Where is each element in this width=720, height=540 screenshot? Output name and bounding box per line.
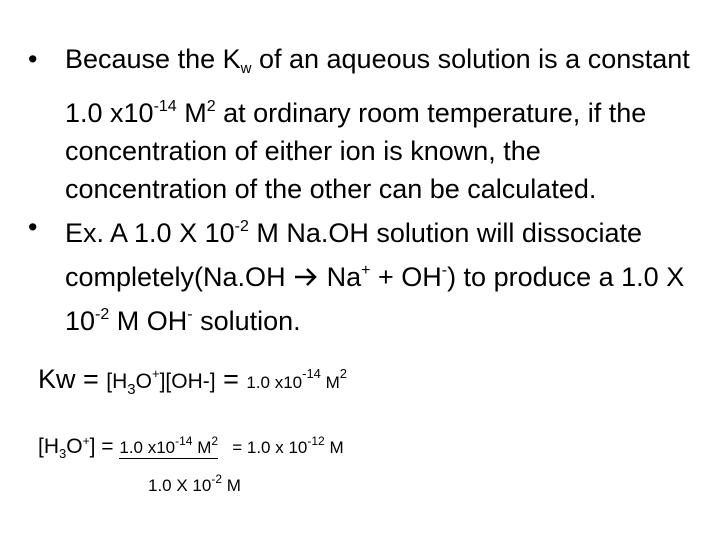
h3o-open: [H bbox=[38, 435, 59, 458]
bullet-example bbox=[28, 208, 698, 340]
superscript: - bbox=[441, 262, 448, 279]
bullet-text: Because the K bbox=[65, 44, 241, 74]
fraction-numerator bbox=[119, 434, 219, 459]
superscript: - bbox=[187, 306, 193, 323]
bullet-text: M Na.OH solution will dissociate completely(Na.OH bbox=[65, 218, 642, 292]
h3o-close: ][OH-] bbox=[159, 370, 216, 393]
kw-unit: M bbox=[320, 373, 340, 392]
superscript: -12 bbox=[307, 434, 325, 448]
h3o-calculation bbox=[38, 434, 344, 461]
superscript: + bbox=[361, 262, 371, 279]
superscript: -14 bbox=[175, 434, 193, 448]
bullet-dot: • bbox=[28, 44, 38, 74]
superscript: -14 bbox=[153, 98, 177, 115]
h3o-open: [H bbox=[106, 370, 128, 393]
bullet-list bbox=[28, 40, 698, 340]
denominator-unit: M bbox=[222, 476, 241, 495]
superscript: 2 bbox=[211, 434, 219, 448]
result-value: = 1.0 x 10 bbox=[218, 438, 308, 457]
equals-sign: = bbox=[215, 364, 247, 394]
bullet-text: solution. bbox=[192, 306, 301, 336]
superscript: -2 bbox=[211, 472, 222, 486]
bullet-text: M OH bbox=[109, 306, 188, 336]
h3o-close: ] = bbox=[89, 435, 120, 458]
h3o-o: O bbox=[66, 435, 83, 458]
kw-label: Kw = bbox=[38, 364, 107, 394]
subscript: w bbox=[240, 60, 252, 77]
numerator-value: 1.0 x10 bbox=[119, 438, 176, 457]
denominator-value: 1.0 X 10 bbox=[148, 476, 212, 495]
result-unit: M bbox=[324, 438, 344, 457]
bullet-text: of an aqueous solution is a constant 1.0 x10 bbox=[65, 44, 690, 128]
bullet-text: Ex. A 1.0 X 10 bbox=[65, 218, 235, 248]
bullet-text: at ordinary room temperature, if the concentration of either ion is known, the concentration of the other can be calculated. bbox=[65, 98, 647, 204]
superscript: + bbox=[82, 434, 90, 448]
bullet-dot: • bbox=[28, 212, 38, 242]
superscript: -14 bbox=[302, 366, 321, 381]
bullet-text: + OH bbox=[370, 262, 442, 292]
right-arrow-icon bbox=[293, 264, 319, 290]
superscript: -2 bbox=[234, 218, 249, 235]
bullet-text: Na bbox=[319, 262, 362, 292]
superscript: 2 bbox=[206, 98, 216, 115]
subscript: 3 bbox=[59, 446, 67, 461]
superscript: 2 bbox=[339, 366, 348, 381]
bullet-kw-constant bbox=[28, 40, 698, 208]
superscript: -2 bbox=[95, 306, 110, 323]
subscript: 3 bbox=[127, 381, 136, 398]
bullet-text: ) to produce a 1.0 X 10 bbox=[65, 262, 685, 336]
kw-value: 1.0 x10 bbox=[246, 373, 303, 392]
h3o-o: O bbox=[135, 370, 152, 393]
bullet-text: M bbox=[176, 98, 207, 128]
superscript: + bbox=[151, 366, 160, 381]
numerator-unit: M bbox=[192, 438, 212, 457]
kw-equation bbox=[38, 364, 347, 398]
fraction-denominator bbox=[148, 472, 241, 496]
